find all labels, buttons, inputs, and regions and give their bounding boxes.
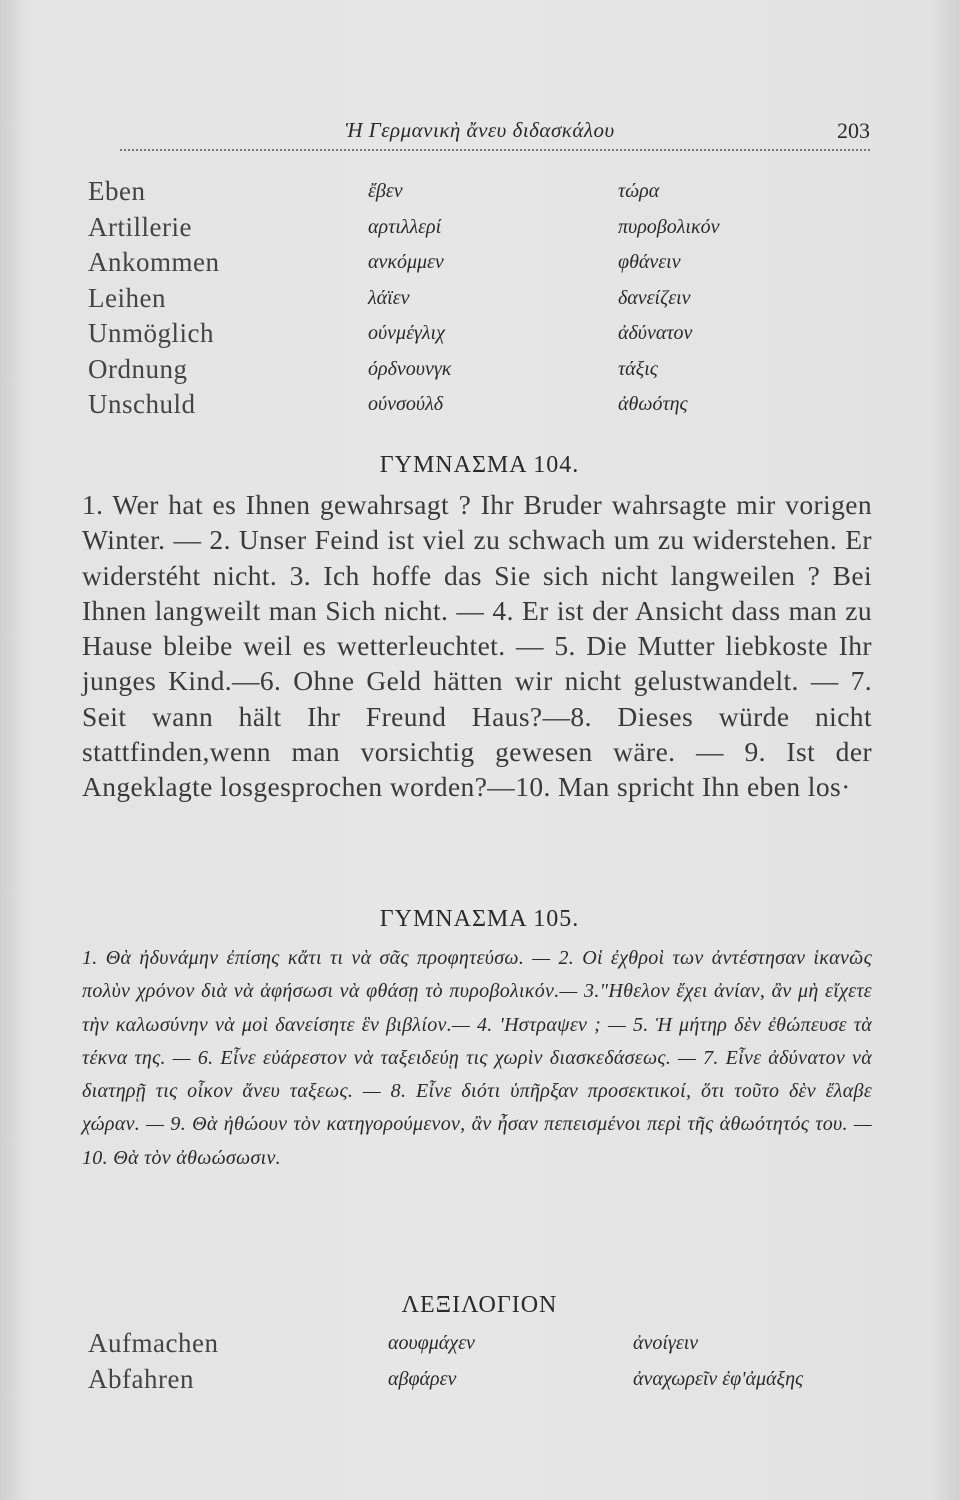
pronunciation: ούνμέγλιχ — [368, 322, 445, 344]
vocab-row — [88, 389, 878, 425]
lexicon-row — [88, 1328, 878, 1364]
german-word: Leihen — [88, 282, 166, 313]
german-word: Abfahren — [88, 1363, 194, 1394]
greek-translation: ἀνοίγειν — [633, 1332, 699, 1354]
vocab-row — [88, 318, 878, 354]
german-word: Ordnung — [88, 353, 188, 384]
exercise-104-heading: ΓΥΜΝΑΣΜΑ 104. — [379, 452, 580, 478]
exercise-105-heading: ΓΥΜΝΑΣΜΑ 105. — [379, 906, 580, 932]
german-word: Unschuld — [88, 389, 196, 419]
greek-translation: πυροβολικόν — [618, 215, 720, 238]
greek-translation: δανείζειν — [618, 286, 691, 309]
pronunciation: αβφάρεν — [388, 1367, 457, 1390]
lexicon-heading: ΛΕΞΙΛΟΓΙΟΝ — [401, 1292, 558, 1318]
exercise-104-text: 1. Wer hat es Ihnen gewahrsagt ? Ihr Bruder wahrsagte mir vorigen Winter. — 2. Unser Feind ist viel zu schwach um zu widerstehen. Er widerstéht nicht. 3. Ich hoffe das Sie sich nicht langweilen ? Bei Ihnen langweilt man Sich nicht. — 4. Er ist der Ansicht dass man zu Hause bleibe weil es wetterleuchtet. — 5. Die Mutter liebkoste Ihr junges Kind.—6. Ohne Geld hätten wir nicht gelustwandelt. — 7. Seit wann hält Ihr Freund Haus?—8. Dieses würde nicht stattfinden,wenn man vorsichtig gewesen wäre. — 9. Ist der Angeklagte losgesprochen worden?—10. Man spricht Ihn eben los· — [82, 489, 872, 803]
greek-translation: τώρα — [618, 180, 660, 202]
vocab-row — [88, 176, 878, 212]
german-word: Eben — [88, 176, 146, 206]
running-title: Ἡ Γερμανικὴ ἄνευ διδασκάλου — [345, 118, 615, 142]
greek-translation: ἀδύνατον — [618, 322, 693, 344]
page-number: 203 — [837, 118, 870, 143]
greek-translation: ἀθωότης — [618, 393, 688, 415]
exercise-105-text: 1. Θὰ ἠδυνάμην ἐπίσης κἄτι τι νὰ σᾶς προφητεύσω. — 2. Οἱ ἐχθροὶ των ἀντέστησαν ἱκανῶς πολὺν χρόνον διὰ νὰ ἀφήσωσι νὰ φθάσῃ τὸ πυροβολικόν.— 3."Ηθελον ἔχει ἀνίαν, ἂν μὴ εἴχετε τὴν καλωσύνην νὰ μοὶ δανείσητε ἓν βιβλίον.— 4. 'Ηστραψεν ; — 5. Ἡ μήτηρ δὲν ἐθώπευσε τὰ τέκνα της. — 6. Εἶνε εὐάρεστον νὰ ταξειδεύῃ τις χωρὶν διασκεδάσεως. — 7. Εἶνε ἀδύνατον νὰ διατηρῇ τις οἶκον ἄνευ ταξεως. — 8. Εἶνε διότι ὑπῆρξαν προσεκτικοί, ὅτι τοῦτο δὲν ἔλαβε χώραν. — 9. Θὰ ἠθώουν τὸν κατηγορούμενον, ἂν ἦσαν πεπεισμένοι περὶ τῆς ἀθωότητός του. — 10. Θὰ τὸν ἀθωώσωσιν. — [82, 947, 872, 1169]
pronunciation: αρτιλλερί — [368, 215, 442, 238]
pronunciation: ἔβεν — [368, 180, 403, 202]
vocab-row — [88, 247, 878, 283]
vocabulary-list-top — [88, 176, 878, 425]
german-word: Unmöglich — [88, 318, 214, 348]
pronunciation: λάϊεν — [368, 286, 410, 309]
lexicon-list — [88, 1328, 878, 1399]
header-rule — [120, 149, 870, 151]
lexicon-row — [88, 1364, 878, 1400]
greek-translation: φθάνειν — [618, 251, 681, 273]
vocab-row — [88, 212, 878, 248]
german-word: Ankommen — [88, 247, 220, 277]
page-header — [90, 118, 870, 154]
pronunciation: όρδνουνγκ — [368, 357, 452, 380]
vocab-row — [88, 283, 878, 319]
german-word: Artillerie — [88, 211, 192, 242]
pronunciation: ανκόμμεν — [368, 251, 444, 273]
german-word: Aufmachen — [88, 1328, 219, 1358]
vocab-row — [88, 354, 878, 390]
pronunciation: ούνσούλδ — [368, 393, 444, 415]
greek-translation: ἀναχωρεῖν ἐφ'ἀμάξης — [633, 1367, 804, 1390]
greek-translation: τάξις — [618, 357, 658, 380]
pronunciation: αουφμάχεν — [388, 1332, 475, 1354]
